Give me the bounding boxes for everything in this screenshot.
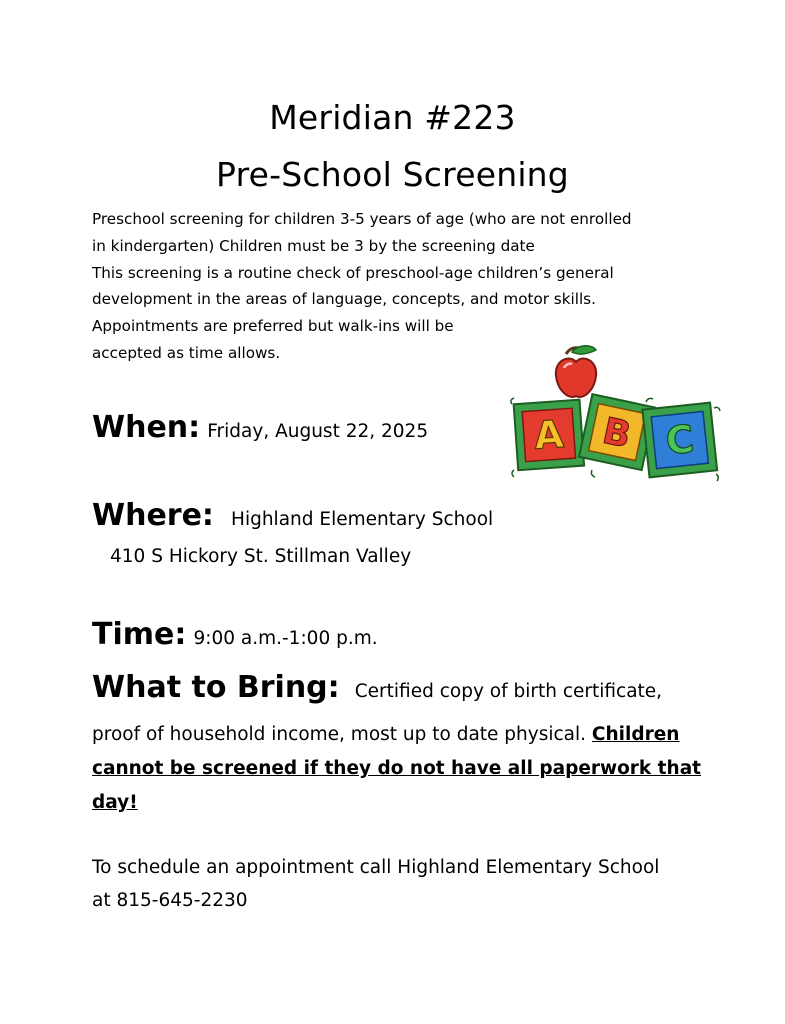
block-b [579,394,655,470]
time-row [92,617,378,652]
bring-line-4: day! [92,792,138,813]
block-a-letter: A [532,411,566,458]
when-row [92,410,428,445]
title-line-1: Meridian #223 [269,98,516,137]
bring-line-3: cannot be screened if they do not have all paperwork that [92,758,702,779]
intro-line-6: accepted as time allows. [92,343,281,362]
abc-blocks-apple-clipart [508,342,722,492]
intro-line-2: in kindergarten) Children must be 3 by the screening date [92,236,535,255]
what-to-bring-details [92,718,701,820]
intro-line-5: Appointments are preferred but walk-ins will be [92,317,454,336]
block-a [514,400,584,470]
where-label: Where: [92,498,214,533]
block-b-letter: B [599,410,635,457]
schedule-paragraph [92,851,659,917]
where-row [92,498,493,533]
schedule-line-1: To schedule an appointment call Highland Elementary School [92,857,660,878]
where-address: 410 S Hickory St. Stillman Valley [110,546,412,567]
block-c-letter: C [663,416,696,464]
intro-line-1: Preschool screening for children 3-5 years of age (who are not enrolled [92,210,632,228]
apple-icon [556,346,596,397]
schedule-line-2: at 815-645-2230 [92,890,248,911]
where-value: Highland Elementary School [231,509,494,530]
bring-line-2-plain: proof of household income, most up to date physical. [92,724,592,745]
intro-line-3: This screening is a routine check of preschool-age children’s general [92,263,614,282]
when-value: Friday, August 22, 2025 [207,421,429,442]
when-label: When: [92,410,201,445]
intro-line-4: development in the areas of language, concepts, and motor skills. [92,290,596,309]
time-value: 9:00 a.m.-1:00 p.m. [193,628,378,649]
what-to-bring-label: What to Bring: [92,670,340,705]
what-to-bring-row [92,670,662,705]
title-line-2: Pre-School Screening [216,155,569,194]
time-label: Time: [92,617,187,652]
block-c [642,403,717,478]
what-to-bring-value: Certified copy of birth certificate, [354,681,663,702]
bring-line-2 [92,718,701,752]
bring-line-2-bold: Children [591,724,680,745]
